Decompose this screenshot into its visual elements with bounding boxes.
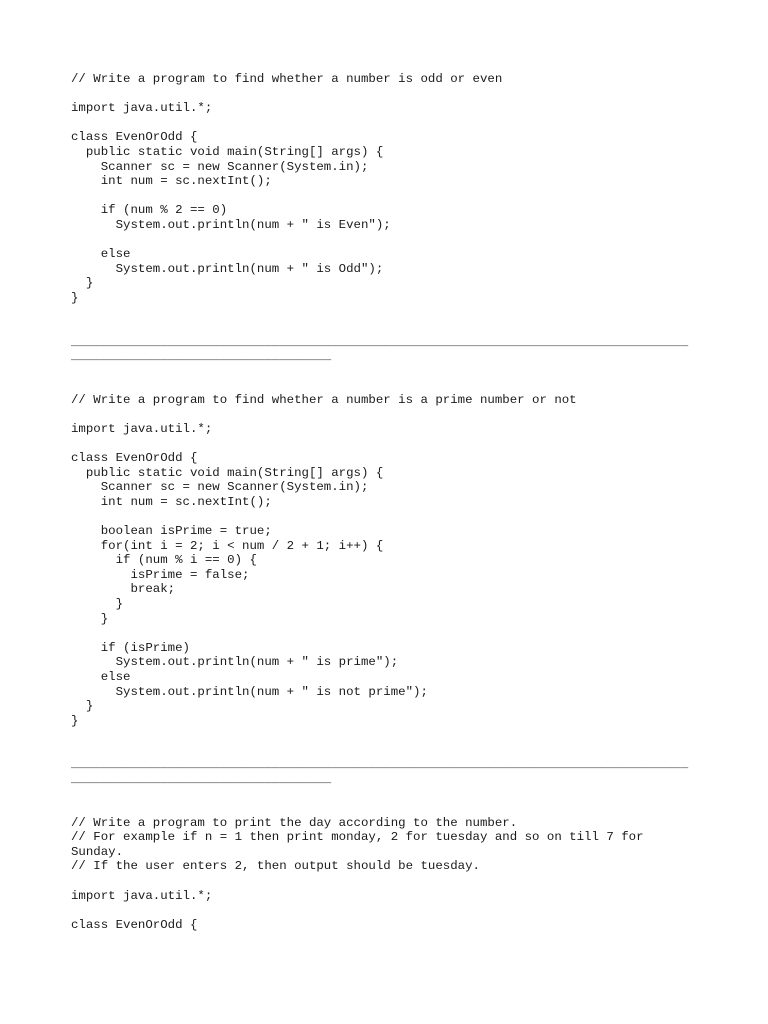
code-line: Scanner sc = new Scanner(System.in); xyxy=(71,480,369,495)
code-line: isPrime = false; xyxy=(71,567,250,582)
code-line xyxy=(71,509,711,524)
code-line xyxy=(71,874,711,889)
code-line: import java.util.*; xyxy=(71,421,213,436)
code-line: else xyxy=(71,669,131,684)
separator-line: ___________________________________ xyxy=(71,771,332,786)
code-line: boolean isPrime = true; xyxy=(71,524,272,539)
code-line: else xyxy=(71,247,131,262)
code-line: // For example if n = 1 then print monday, 2 for tuesday and so on till 7 for xyxy=(71,830,644,845)
code-line: System.out.println(num + " is Even"); xyxy=(71,217,391,232)
separator-rule xyxy=(71,757,711,786)
code-line: public static void main(String[] args) { xyxy=(71,465,384,480)
code-line: import java.util.*; xyxy=(71,101,213,116)
code-block-odd-even xyxy=(71,72,711,306)
code-line xyxy=(71,87,711,102)
code-line: if (isPrime) xyxy=(71,640,190,655)
code-line: System.out.println(num + " is Odd"); xyxy=(71,261,384,276)
code-line xyxy=(71,436,711,451)
code-line: class EvenOrOdd { xyxy=(71,130,198,145)
code-line xyxy=(71,626,711,641)
code-line: } xyxy=(71,276,94,291)
code-line: // Write a program to print the day according to the number. xyxy=(71,815,518,830)
code-line xyxy=(71,407,711,422)
separator-line: ___________________________________________________________________________________ xyxy=(71,757,689,772)
code-line: Sunday. xyxy=(71,844,124,859)
code-line: } xyxy=(71,713,79,728)
code-line: import java.util.*; xyxy=(71,888,213,903)
document-page xyxy=(71,72,711,932)
code-line: int num = sc.nextInt(); xyxy=(71,494,272,509)
separator-line: ___________________________________ xyxy=(71,349,332,364)
code-line: int num = sc.nextInt(); xyxy=(71,174,272,189)
code-line xyxy=(71,189,711,204)
code-block-day-of-week xyxy=(71,816,711,933)
code-line: // Write a program to find whether a number is odd or even xyxy=(71,72,503,86)
code-line: Scanner sc = new Scanner(System.in); xyxy=(71,159,369,174)
code-line: class EvenOrOdd { xyxy=(71,451,198,466)
separator-line: ___________________________________________________________________________________ xyxy=(71,334,689,349)
code-line: if (num % i == 0) { xyxy=(71,553,257,568)
code-line: // Write a program to find whether a number is a prime number or not xyxy=(71,392,577,407)
code-line: } xyxy=(71,699,94,714)
code-line: } xyxy=(71,611,109,626)
code-block-prime xyxy=(71,393,711,729)
code-line: // If the user enters 2, then output should be tuesday. xyxy=(71,859,480,874)
code-line xyxy=(71,233,711,248)
code-line: public static void main(String[] args) { xyxy=(71,144,384,159)
code-line: } xyxy=(71,597,124,611)
code-line: for(int i = 2; i < num / 2 + 1; i++) { xyxy=(71,538,384,553)
code-line: System.out.println(num + " is prime"); xyxy=(71,655,399,670)
code-line xyxy=(71,116,711,131)
separator-rule xyxy=(71,335,711,364)
code-line: if (num % 2 == 0) xyxy=(71,203,228,218)
code-line xyxy=(71,903,711,918)
code-line: System.out.println(num + " is not prime"); xyxy=(71,684,428,699)
code-line: } xyxy=(71,290,79,305)
code-line: break; xyxy=(71,582,176,597)
code-line: class EvenOrOdd { xyxy=(71,917,198,932)
